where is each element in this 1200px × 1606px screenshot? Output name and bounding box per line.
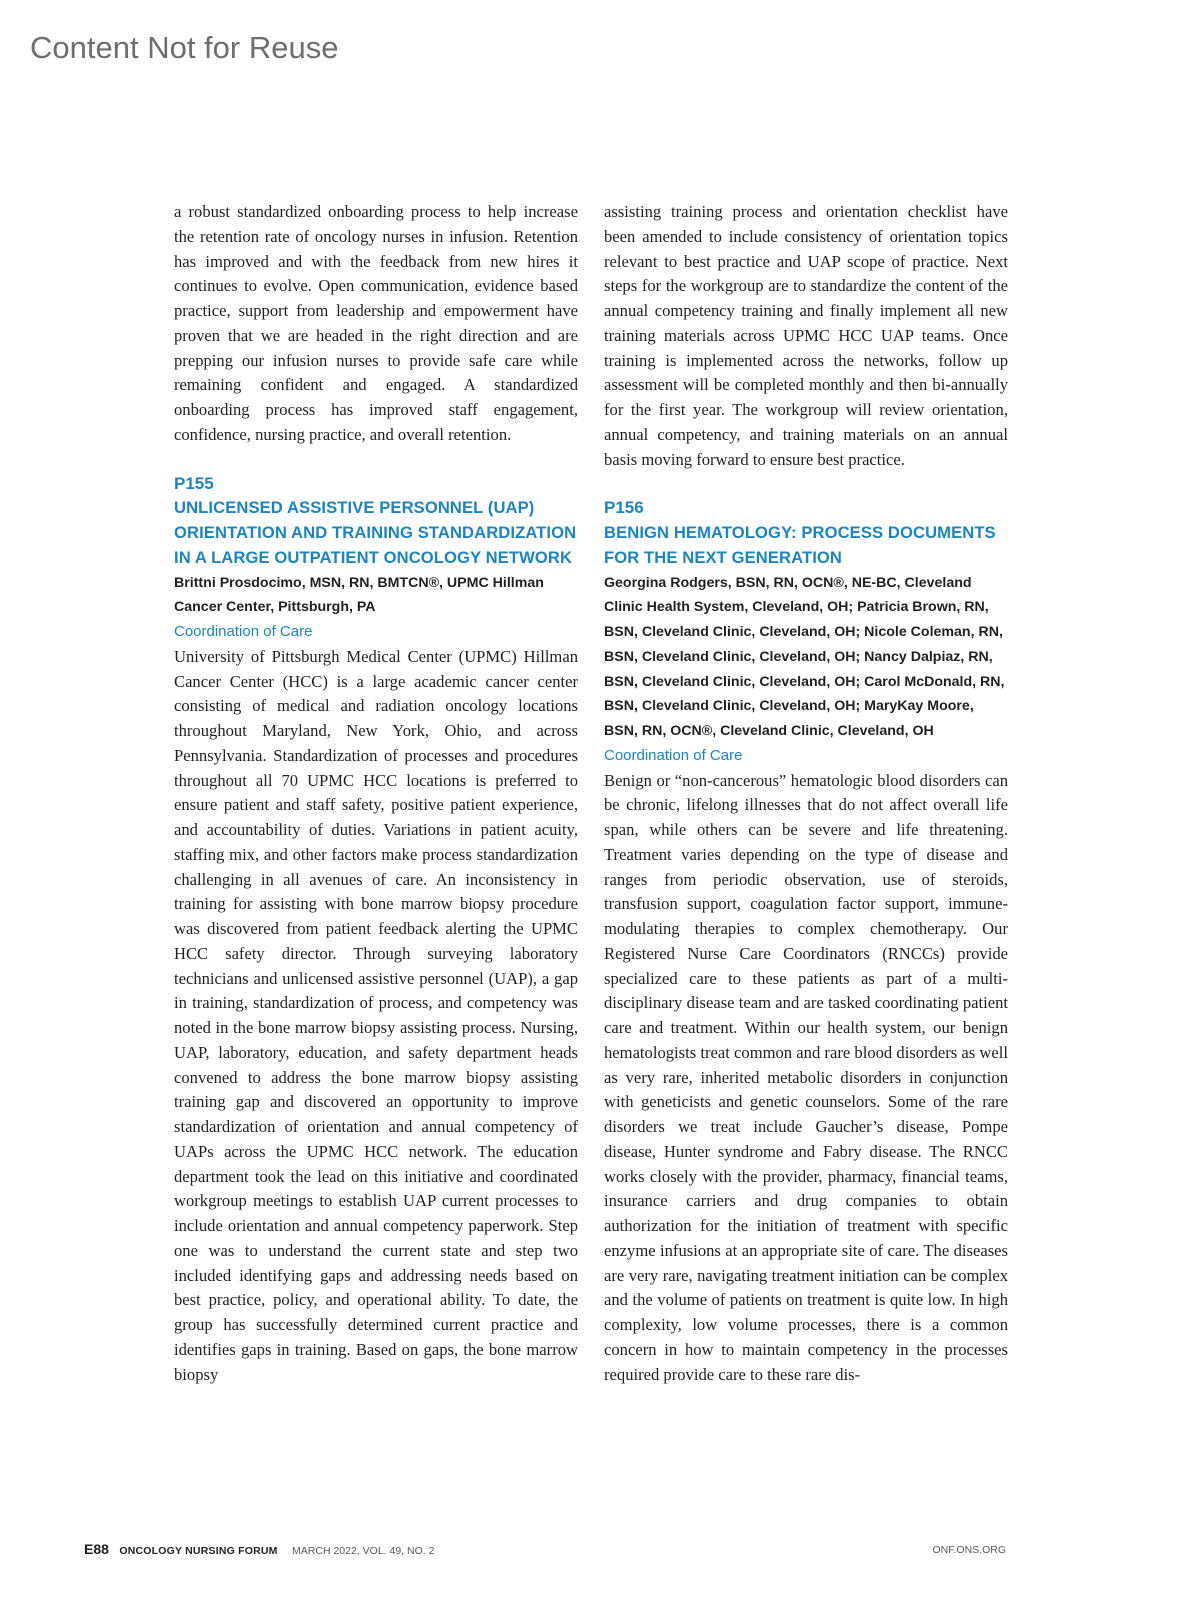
abstract-category: Coordination of Care — [174, 623, 313, 640]
left-column — [174, 200, 578, 1387]
abstract-authors: Brittni Prosdocimo, MSN, RN, BMTCN®, UPMC Hillman Cancer Center, Pittsburgh, PA — [174, 574, 544, 616]
abstract-authors: Georgina Rodgers, BSN, RN, OCN®, NE-BC, Cleveland Clinic Health System, Cleveland, OH; Patricia Brown, RN, BSN, Cleveland Clinic, Cleveland, OH; Nicole Coleman, RN, BSN, Cleveland Clinic, Cleveland, OH; Nancy Dalpiaz, RN, BSN, Cleveland Clinic, Cleveland, OH; Carol McDonald, RN, BSN, Cleveland Clinic, Cleveland, OH; MaryKay Moore, BSN, RN, OCN®, Cleveland Clinic, Cleveland, OH — [604, 574, 1005, 739]
journal-name: ONCOLOGY NURSING FORUM — [119, 1545, 278, 1557]
journal-website: ONF.ONS.ORG — [932, 1544, 1006, 1556]
abstract-id: P155 — [174, 473, 214, 493]
abstract-body: Benign or “non-cancerous” hematologic blood disorders can be chronic, lifelong illnesses that do not affect overall life span, while others can be severe and life threatening. Treatment varies depending on the type of disease and ranges from periodic observation, use of steroids, transfusion support, coagulation factor support, immune-modulating therapies to complex chemotherapy. Our Registered Nurse Care Coordinators (RNCCs) provide specialized care to these patients as part of a multi-disciplinary disease team and are tasked coordinating patient care and treatment. Within our health system, our benign hematologists treat common and rare blood disorders as well as very rare, inherited metabolic disorders in conjunction with geneticists and genetic counselors. Some of the rare disorders we treat include Gaucher’s disease, Pompe disease, Hunter syndrome and Fabry disease. The RNCC works closely with the provider, pharmacy, financial teams, insurance carriers and drug companies to obtain authorization for the initiation of treatment with specific enzyme infusions at an appropriate site of care. The diseases are very rare, navigating treatment initiation can be complex and the volume of patients on treatment is quite low. In high complexity, low volume processes, there is a common concern in how to maintain competency in the processes required provide care to these rare dis- — [604, 770, 1008, 1384]
abstract-title: UNLICENSED ASSISTIVE PERSONNEL (UAP) ORIENTATION AND TRAINING STANDARDIZATION IN A LARGE OUTPATIENT ONCOLOGY NETWORK — [174, 498, 577, 567]
right-column — [604, 200, 1008, 1387]
page-footer — [84, 1541, 1006, 1559]
issue-info: MARCH 2022, VOL. 49, NO. 2 — [292, 1545, 435, 1557]
abstract-body: University of Pittsburgh Medical Center (UPMC) Hillman Cancer Center (HCC) is a large academic cancer center consisting of medical and radiation oncology locations throughout Maryland, New York, Ohio, and across Pennsylvania. Standardization of processes and procedures throughout all 70 UPMC HCC locations is preferred to ensure patient and staff safety, positive patient experience, and accountability of duties. Variations in patient acuity, staffing mix, and other factors make process standardization challenging in all avenues of care. An inconsistency in training for assisting with bone marrow biopsy procedure was discovered from patient feedback alerting the UPMC HCC safety director. Through surveying laboratory technicians and unlicensed assistive personnel (UAP), a gap in training, standardization of process, and competency was noted in the bone marrow biopsy assisting process. Nursing, UAP, laboratory, education, and safety department heads convened to address the bone marrow biopsy assisting training gap and discovered an opportunity to improve standardization of orientation and annual competency of UAPs across the UPMC HCC network. The education department took the lead on this initiative and coordinated workgroup meetings to establish UAP current processes to include orientation and annual competency paperwork. Step one was to understand the current state and step two included identifying gaps and addressing needs based on best practice, policy, and operational ability. To date, the group has successfully determined current practice and identifies gaps in training. Based on gaps, the bone marrow biopsy — [174, 646, 578, 1384]
abstract-title: BENIGN HEMATOLOGY: PROCESS DOCUMENTS FOR THE NEXT GENERATION — [604, 523, 996, 567]
continuation-paragraph: assisting training process and orientation checklist have been amended to include consistency of orientation topics relevant to best practice and UAP scope of practice. Next steps for the workgroup are to standardize the content of the annual competency training and finally implement all new training materials across UPMC HCC UAP teams. Once training is implemented across the networks, follow up assessment will be completed monthly and then bi-annually for the first year. The workgroup will review orientation, annual competency, and training materials on an annual basis moving forward to ensure best practice. — [604, 202, 1008, 469]
abstract-id: P156 — [604, 498, 644, 518]
intro-paragraph: a robust standardized onboarding process to help increase the retention rate of oncology nurses in infusion. Retention has improved and with the feedback from new hires it continues to evolve. Open communication, evidence based practice, support from leadership and empowerment have proven that we are headed in the right direction and are prepping our infusion nurses to provide safe care while remaining confident and engaged. A standardized onboarding process has improved staff engagement, confidence, nursing practice, and overall retention. — [174, 202, 578, 444]
abstract-category: Coordination of Care — [604, 746, 743, 764]
watermark: Content Not for Reuse — [30, 30, 339, 65]
page-number: E88 — [84, 1541, 109, 1557]
